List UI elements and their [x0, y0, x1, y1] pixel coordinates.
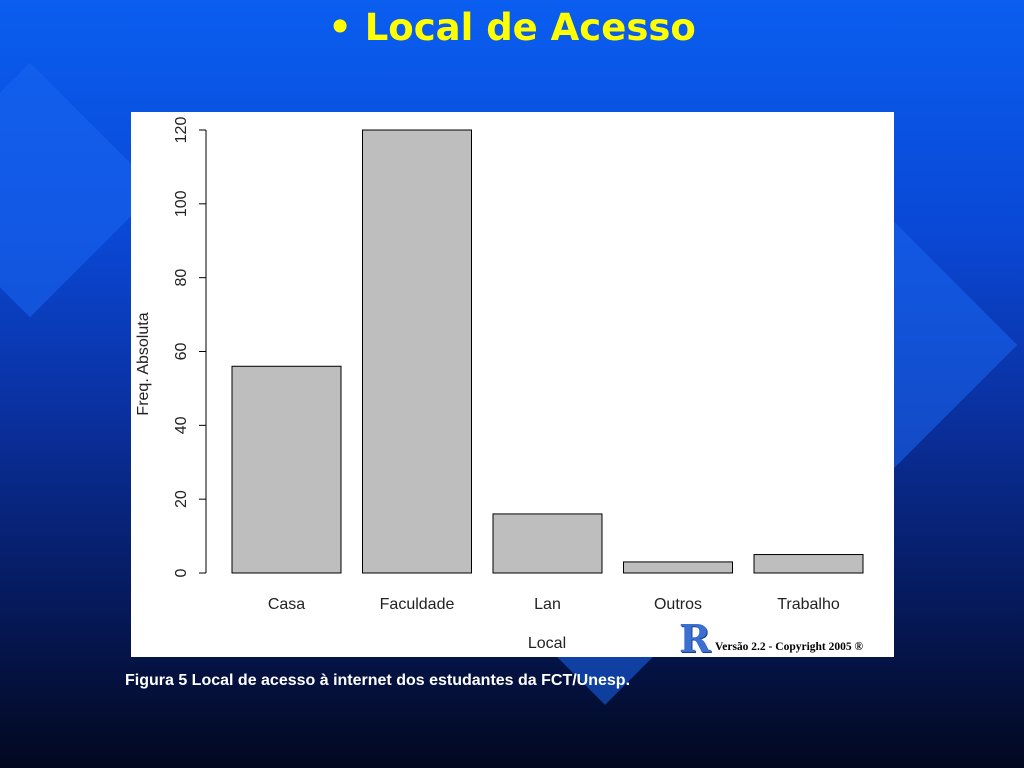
r-logo [677, 616, 893, 661]
y-axis-label: Freq. Absoluta [135, 312, 152, 416]
x-tick-label: Lan [534, 596, 561, 613]
y-tick-label: 0 [173, 568, 190, 578]
bars [232, 130, 863, 573]
x-axis-label: Local [527, 635, 567, 652]
figure-caption: Figura 5 Local de acesso à internet dos estudantes da FCT/Unesp. [125, 672, 631, 689]
chart-panel [131, 112, 894, 661]
bar-trabalho [754, 555, 863, 573]
bar-casa [232, 366, 341, 573]
bar-faculdade [363, 130, 472, 573]
x-tick-label: Casa [267, 596, 306, 613]
bar-outros [624, 562, 733, 573]
slide-title: • Local de Acesso [328, 6, 696, 49]
x-tick-label: Trabalho [777, 596, 840, 613]
bar-lan [493, 514, 602, 573]
y-tick-label: 40 [173, 416, 190, 435]
x-axis-labels [268, 596, 840, 613]
r-version-text: Versão 2.2 - Copyright 2005 ® [715, 641, 864, 653]
bar-chart [131, 112, 894, 657]
y-tick-label: 20 [173, 490, 190, 509]
y-tick-label: 80 [173, 268, 190, 287]
r-logo-letter: R [679, 616, 711, 661]
x-tick-label: Outros [653, 596, 703, 613]
y-tick-label: 100 [173, 190, 190, 218]
x-tick-label: Faculdade [379, 596, 455, 613]
y-tick-label: 120 [173, 116, 190, 144]
y-tick-label: 60 [173, 342, 190, 361]
y-axis [173, 117, 206, 578]
